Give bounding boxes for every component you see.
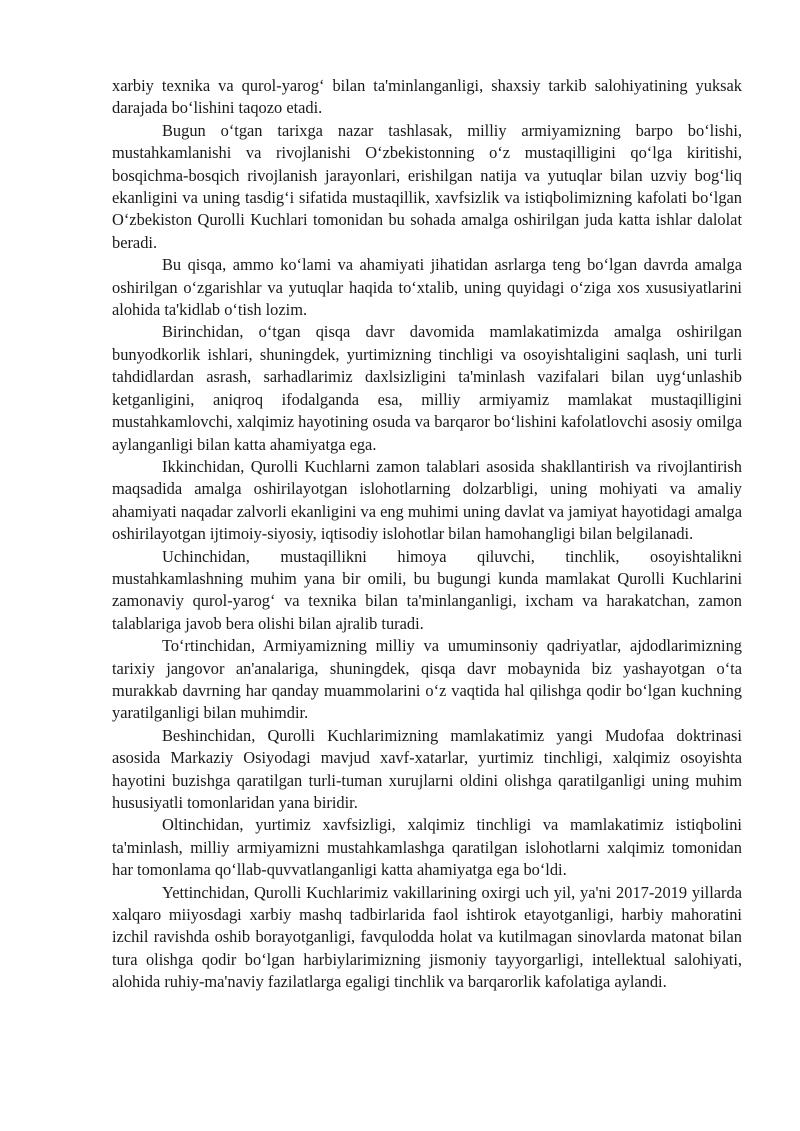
paragraph-seventh: Yettinchidan, Qurolli Kuchlarimiz vakillarining oxirgi uch yil, ya'ni 2017-2019 yillarda xalqaro miiyosdagi xarbiy mashq tadbirlarida faol ishtirok etayotganligi, harbiy mahoratini izchil ravishda oshib borayotganligi, favqulodda holat va kutilmagan sinovlarda matonat bilan tura olishga qodir bo‘lgan harbiylarimizning jismoniy tayyorgarligi, intellektual salohiyati, alohida ruhiy-ma'naviy fazilatlarga egaligi tinchlik va barqarorlik kafolatiga aylandi.	[112, 882, 742, 992]
document-body	[112, 75, 742, 994]
paragraph-sixth: Oltinchidan, yurtimiz xavfsizligi, xalqimiz tinchligi va mamlakatimiz istiqbolini ta'minlash, milliy armiyamizni mustahkamlashga qaratilgan islohotlarni xalqimiz tomonidan har tomonlama qo‘llab-quvvatlanganligi katta ahamiyatga ega bo‘ldi.	[112, 815, 742, 880]
paragraph-fifth: Beshinchidan, Qurolli Kuchlarimizning mamlakatimiz yangi Mudofaa doktrinasi asosida Markaziy Osiyodagi mavjud xavf-xatarlar, yurtimiz tinchligi, xalqimiz osoyishta hayotini buzishga qaratilgan turli-tuman xurujlarni oldini olishga qaratilganligi uning muhim hususiyatli tomonlaridan yana biridir.	[112, 725, 742, 812]
paragraph-first: Birinchidan, o‘tgan qisqa davr davomida mamlakatimizda amalga oshirilgan bunyodkorlik ishlari, shuningdek, yurtimizning tinchligi va osoyishtaligini saqlash, uni turli tahdidlardan asrash, sarhadlarimiz daxlsizligini ta'minlash vazifalari bilan uyg‘unlashib ketganligini, aniqroq ifodalganda esa, milliy armiyamiz mamlakat mustaqilligini mustahkamlovchi, xalqimiz hayotining osuda va barqaror bo‘lishini kafolatlovchi asosiy omilga aylanganligi bilan katta ahamiyatga ega.	[112, 322, 742, 454]
paragraph-summary: Bu qisqa, ammo ko‘lami va ahamiyati jihatidan asrlarga teng bo‘lgan davrda amalga oshirilgan o‘zgarishlar va yutuqlar haqida to‘xtalib, uning quyidagi o‘ziga xos xususiyatlarini alohida ta'kidlab o‘tish lozim.	[112, 255, 742, 320]
paragraph-history: Bugun o‘tgan tarixga nazar tashlasak, milliy armiyamizning barpo bo‘lishi, mustahkamlanishi va rivojlanishi O‘zbekistonning o‘z mustaqilligini qo‘lga kiritishi, bosqichma-bosqich rivojlanish jarayonlari, erishilgan natija va yutuqlar bilan uzviy bog‘liq ekanligini va uning tasdig‘i sifatida mustaqillik, xavfsizlik va istiqbolimizning kafolati bo‘lgan O‘zbekiston Qurolli Kuchlari tomonidan bu sohada amalga oshirilgan juda katta ishlar dalolat beradi.	[112, 120, 742, 252]
paragraph-third: Uchinchidan, mustaqillikni himoya qiluvchi, tinchlik, osoyishtalikni mustahkamlashning muhim yana bir omili, bu bugungi kunda mamlakat Qurolli Kuchlarini zamonaviy qurol-yarog‘ va texnika bilan ta'minlanganligi, ixcham va harakatchan, zamon talablariga javob bera olishi bilan ajralib turadi.	[112, 546, 742, 633]
paragraph-continuation: xarbiy texnika va qurol-yarog‘ bilan ta'minlanganligi, shaxsiy tarkib salohiyatining yuksak darajada bo‘lishini taqozo etadi.	[112, 76, 742, 118]
paragraph-fourth: To‘rtinchidan, Armiyamizning milliy va umuminsoniy qadriyatlar, ajdodlarimizning tarixiy jangovor an'analariga, shuningdek, qisqa davr mobaynida biz yashayotgan o‘ta murakkab davrning har qanday muammolarini o‘z vaqtida hal qilishga qodir bo‘lgan kuchning yaratilganligi bilan muhimdir.	[112, 636, 742, 723]
paragraph-second: Ikkinchidan, Qurolli Kuchlarni zamon talablari asosida shakllantirish va rivojlantirish maqsadida amalga oshirilayotgan islohotlarning dolzarbligi, uning mohiyati va amaliy ahamiyati naqadar zalvorli ekanligini va eng muhimi uning davlat va jamiyat hayotidagi amalga oshirilayotgan ijtimoiy-siyosiy, iqtisodiy islohotlar bilan hamohangligi bilan belgilanadi.	[112, 456, 742, 544]
